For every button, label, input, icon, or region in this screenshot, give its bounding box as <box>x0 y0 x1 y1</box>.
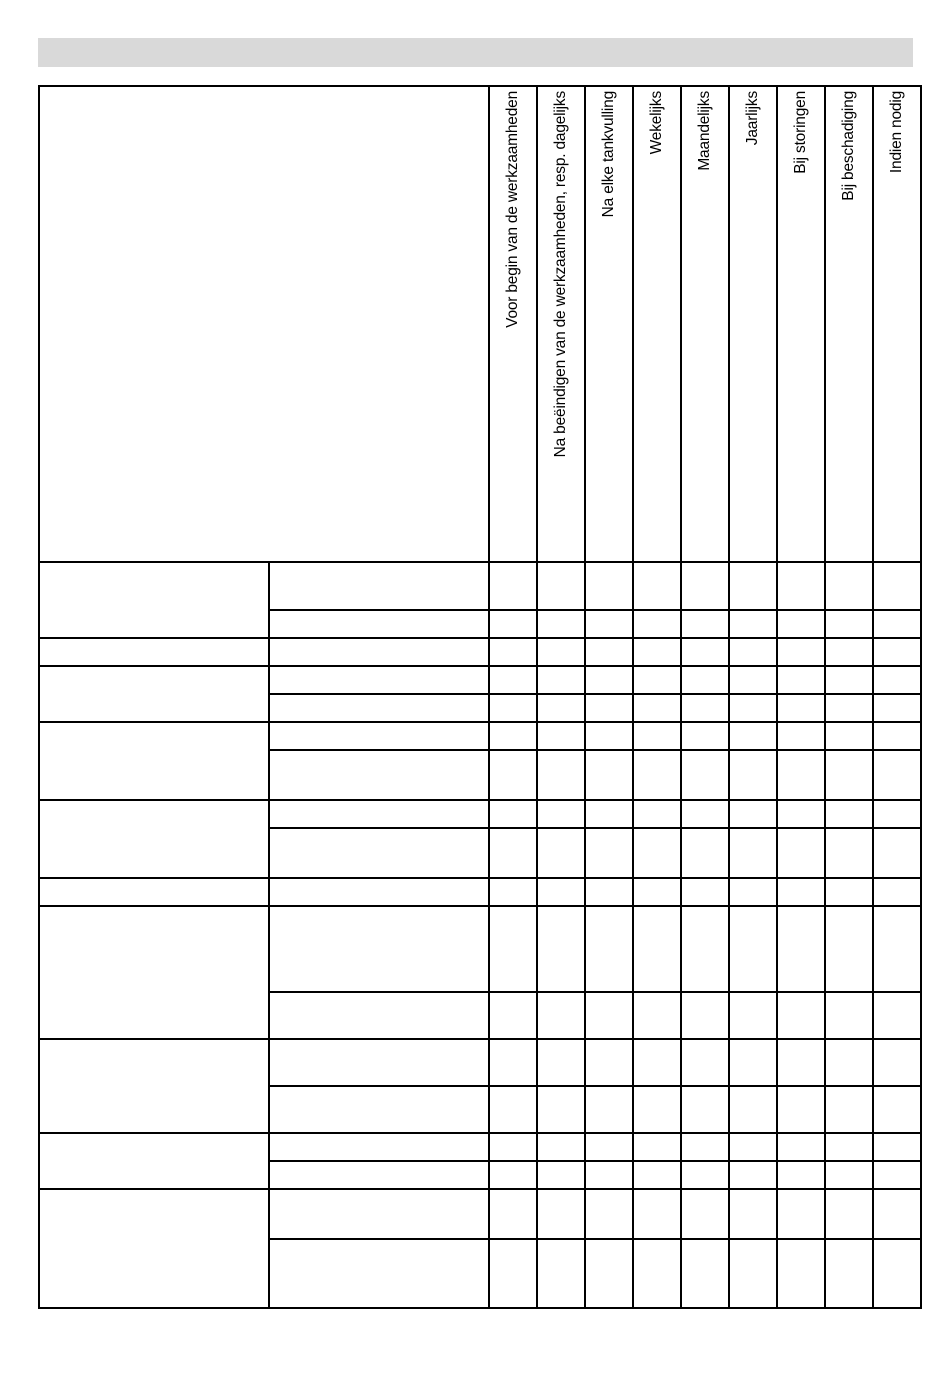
frequency-mark-cell <box>777 1239 825 1308</box>
frequency-mark-cell <box>681 1239 729 1308</box>
frequency-mark-cell <box>777 1086 825 1133</box>
freq-header-3 <box>633 86 681 562</box>
frequency-mark-cell <box>633 878 681 906</box>
freq-label: Indien nodig <box>888 91 905 174</box>
frequency-mark-cell <box>633 610 681 638</box>
operation-cell <box>269 722 489 750</box>
component-cell <box>39 878 269 906</box>
frequency-mark-cell <box>873 828 921 878</box>
frequency-mark-cell <box>537 562 585 610</box>
frequency-mark-cell <box>825 1239 873 1308</box>
frequency-mark-cell <box>825 992 873 1039</box>
frequency-mark-cell <box>489 722 537 750</box>
frequency-mark-cell <box>633 1086 681 1133</box>
freq-header-7 <box>825 86 873 562</box>
frequency-mark-cell <box>873 666 921 694</box>
frequency-mark-cell <box>537 722 585 750</box>
frequency-mark-cell <box>729 828 777 878</box>
operation-cell <box>269 694 489 722</box>
frequency-mark-cell <box>537 1133 585 1161</box>
frequency-mark-cell <box>489 1161 537 1189</box>
frequency-mark-cell <box>585 1239 633 1308</box>
frequency-mark-cell <box>873 800 921 828</box>
schedule-row <box>39 638 921 666</box>
frequency-mark-cell <box>729 638 777 666</box>
frequency-mark-cell <box>585 1039 633 1086</box>
frequency-mark-cell <box>537 992 585 1039</box>
maintenance-schedule-table <box>38 85 922 1309</box>
freq-label: Na elke tankvulling <box>600 91 617 218</box>
frequency-mark-cell <box>777 1161 825 1189</box>
frequency-mark-cell <box>633 828 681 878</box>
frequency-mark-cell <box>777 992 825 1039</box>
frequency-mark-cell <box>681 722 729 750</box>
frequency-mark-cell <box>873 610 921 638</box>
component-cell <box>39 562 269 638</box>
frequency-mark-cell <box>633 1161 681 1189</box>
freq-label: Bij storingen <box>792 91 809 174</box>
component-cell <box>39 1039 269 1133</box>
frequency-mark-cell <box>873 1133 921 1161</box>
freq-header-0 <box>489 86 537 562</box>
operation-cell <box>269 638 489 666</box>
frequency-mark-cell <box>585 1086 633 1133</box>
frequency-mark-cell <box>585 638 633 666</box>
frequency-mark-cell <box>729 694 777 722</box>
frequency-mark-cell <box>777 906 825 992</box>
frequency-mark-cell <box>825 750 873 800</box>
frequency-mark-cell <box>585 1189 633 1239</box>
component-cell <box>39 666 269 722</box>
frequency-mark-cell <box>825 1161 873 1189</box>
schedule-row <box>39 878 921 906</box>
frequency-mark-cell <box>585 694 633 722</box>
schedule-row <box>39 666 921 694</box>
operation-cell <box>269 992 489 1039</box>
frequency-mark-cell <box>489 750 537 800</box>
operation-cell <box>269 1133 489 1161</box>
schedule-row <box>39 800 921 828</box>
section-title-bar <box>38 38 913 67</box>
frequency-mark-cell <box>825 638 873 666</box>
frequency-mark-cell <box>681 1133 729 1161</box>
header-blank-cell <box>39 86 489 562</box>
frequency-mark-cell <box>633 1039 681 1086</box>
frequency-mark-cell <box>681 666 729 694</box>
frequency-mark-cell <box>729 1039 777 1086</box>
operation-cell <box>269 610 489 638</box>
freq-header-5 <box>729 86 777 562</box>
frequency-mark-cell <box>537 610 585 638</box>
frequency-mark-cell <box>633 1189 681 1239</box>
freq-header-8 <box>873 86 921 562</box>
freq-label: Wekelijks <box>648 91 665 155</box>
frequency-mark-cell <box>537 828 585 878</box>
schedule-row <box>39 562 921 610</box>
operation-cell <box>269 1239 489 1308</box>
frequency-mark-cell <box>489 610 537 638</box>
frequency-mark-cell <box>873 1189 921 1239</box>
frequency-mark-cell <box>681 562 729 610</box>
frequency-mark-cell <box>633 666 681 694</box>
frequency-mark-cell <box>585 800 633 828</box>
frequency-mark-cell <box>489 638 537 666</box>
frequency-mark-cell <box>537 800 585 828</box>
frequency-mark-cell <box>825 906 873 992</box>
freq-header-4 <box>681 86 729 562</box>
frequency-mark-cell <box>729 800 777 828</box>
frequency-mark-cell <box>489 878 537 906</box>
component-cell <box>39 1189 269 1308</box>
frequency-mark-cell <box>777 1133 825 1161</box>
frequency-mark-cell <box>873 1039 921 1086</box>
frequency-mark-cell <box>777 1039 825 1086</box>
frequency-mark-cell <box>489 1133 537 1161</box>
frequency-mark-cell <box>729 1161 777 1189</box>
frequency-mark-cell <box>825 1133 873 1161</box>
frequency-mark-cell <box>825 562 873 610</box>
freq-label: Bij beschadiging <box>840 91 857 201</box>
frequency-mark-cell <box>825 1189 873 1239</box>
component-cell <box>39 638 269 666</box>
frequency-mark-cell <box>489 1086 537 1133</box>
frequency-mark-cell <box>681 1039 729 1086</box>
frequency-mark-cell <box>825 800 873 828</box>
frequency-mark-cell <box>777 828 825 878</box>
frequency-mark-cell <box>681 992 729 1039</box>
frequency-mark-cell <box>489 562 537 610</box>
frequency-mark-cell <box>585 992 633 1039</box>
frequency-mark-cell <box>729 1086 777 1133</box>
frequency-mark-cell <box>681 800 729 828</box>
schedule-row <box>39 1133 921 1161</box>
frequency-mark-cell <box>777 666 825 694</box>
freq-header-1 <box>537 86 585 562</box>
frequency-mark-cell <box>633 722 681 750</box>
frequency-mark-cell <box>633 750 681 800</box>
frequency-mark-cell <box>777 1189 825 1239</box>
frequency-mark-cell <box>537 638 585 666</box>
frequency-mark-cell <box>537 1161 585 1189</box>
component-cell <box>39 800 269 878</box>
operation-cell <box>269 562 489 610</box>
frequency-mark-cell <box>825 878 873 906</box>
frequency-mark-cell <box>777 750 825 800</box>
operation-cell <box>269 828 489 878</box>
frequency-mark-cell <box>777 878 825 906</box>
frequency-mark-cell <box>681 906 729 992</box>
frequency-mark-cell <box>633 906 681 992</box>
frequency-mark-cell <box>777 800 825 828</box>
freq-header-6 <box>777 86 825 562</box>
frequency-mark-cell <box>777 610 825 638</box>
frequency-mark-cell <box>489 1189 537 1239</box>
frequency-mark-cell <box>873 1086 921 1133</box>
frequency-mark-cell <box>873 906 921 992</box>
schedule-row <box>39 722 921 750</box>
frequency-mark-cell <box>537 878 585 906</box>
operation-cell <box>269 878 489 906</box>
frequency-mark-cell <box>729 666 777 694</box>
operation-cell <box>269 1161 489 1189</box>
frequency-mark-cell <box>825 1039 873 1086</box>
frequency-mark-cell <box>681 1189 729 1239</box>
frequency-mark-cell <box>585 562 633 610</box>
operation-cell <box>269 906 489 992</box>
header-row <box>39 86 921 562</box>
operation-cell <box>269 800 489 828</box>
frequency-mark-cell <box>633 1133 681 1161</box>
frequency-mark-cell <box>633 694 681 722</box>
operation-cell <box>269 750 489 800</box>
frequency-mark-cell <box>873 992 921 1039</box>
frequency-mark-cell <box>537 906 585 992</box>
frequency-mark-cell <box>825 666 873 694</box>
frequency-mark-cell <box>537 1086 585 1133</box>
frequency-mark-cell <box>537 694 585 722</box>
component-cell <box>39 722 269 800</box>
frequency-mark-cell <box>729 1189 777 1239</box>
schedule-row <box>39 1189 921 1239</box>
freq-header-2 <box>585 86 633 562</box>
frequency-mark-cell <box>681 750 729 800</box>
frequency-mark-cell <box>729 750 777 800</box>
frequency-mark-cell <box>873 694 921 722</box>
frequency-mark-cell <box>729 562 777 610</box>
component-cell <box>39 1133 269 1189</box>
frequency-mark-cell <box>729 1239 777 1308</box>
frequency-mark-cell <box>729 878 777 906</box>
frequency-mark-cell <box>585 1161 633 1189</box>
frequency-mark-cell <box>681 694 729 722</box>
frequency-mark-cell <box>729 722 777 750</box>
frequency-mark-cell <box>537 1189 585 1239</box>
freq-label: Jaarlijks <box>744 91 761 146</box>
frequency-mark-cell <box>633 638 681 666</box>
frequency-mark-cell <box>489 800 537 828</box>
frequency-mark-cell <box>489 1239 537 1308</box>
frequency-mark-cell <box>777 638 825 666</box>
frequency-mark-cell <box>537 1039 585 1086</box>
frequency-mark-cell <box>585 750 633 800</box>
frequency-mark-cell <box>729 610 777 638</box>
frequency-mark-cell <box>873 878 921 906</box>
frequency-mark-cell <box>681 638 729 666</box>
frequency-mark-cell <box>873 638 921 666</box>
frequency-mark-cell <box>729 1133 777 1161</box>
operation-cell <box>269 1086 489 1133</box>
frequency-mark-cell <box>633 562 681 610</box>
frequency-mark-cell <box>729 992 777 1039</box>
schedule-body <box>39 562 921 1308</box>
frequency-mark-cell <box>873 562 921 610</box>
frequency-mark-cell <box>873 722 921 750</box>
frequency-mark-cell <box>537 666 585 694</box>
frequency-mark-cell <box>585 906 633 992</box>
freq-label: Maandelijks <box>696 91 713 171</box>
frequency-mark-cell <box>489 1039 537 1086</box>
schedule-row <box>39 1039 921 1086</box>
frequency-mark-cell <box>777 562 825 610</box>
frequency-mark-cell <box>489 828 537 878</box>
frequency-mark-cell <box>681 878 729 906</box>
frequency-mark-cell <box>489 694 537 722</box>
frequency-mark-cell <box>681 610 729 638</box>
frequency-mark-cell <box>681 1161 729 1189</box>
component-cell <box>39 906 269 1039</box>
frequency-mark-cell <box>585 666 633 694</box>
frequency-mark-cell <box>729 906 777 992</box>
frequency-mark-cell <box>825 610 873 638</box>
frequency-mark-cell <box>873 1161 921 1189</box>
frequency-mark-cell <box>873 1239 921 1308</box>
frequency-mark-cell <box>585 1133 633 1161</box>
frequency-mark-cell <box>825 722 873 750</box>
frequency-mark-cell <box>825 1086 873 1133</box>
frequency-mark-cell <box>873 750 921 800</box>
frequency-mark-cell <box>681 1086 729 1133</box>
frequency-mark-cell <box>633 992 681 1039</box>
frequency-mark-cell <box>585 610 633 638</box>
frequency-mark-cell <box>825 828 873 878</box>
frequency-mark-cell <box>633 800 681 828</box>
schedule-row <box>39 906 921 992</box>
frequency-mark-cell <box>585 878 633 906</box>
frequency-mark-cell <box>489 906 537 992</box>
frequency-mark-cell <box>777 694 825 722</box>
frequency-mark-cell <box>537 750 585 800</box>
operation-cell <box>269 666 489 694</box>
frequency-mark-cell <box>585 828 633 878</box>
operation-cell <box>269 1039 489 1086</box>
frequency-mark-cell <box>489 992 537 1039</box>
frequency-mark-cell <box>777 722 825 750</box>
frequency-mark-cell <box>489 666 537 694</box>
freq-label: Na beëindigen van de werkzaamheden, resp. dagelijks <box>552 91 569 458</box>
freq-label: Voor begin van de werkzaamheden <box>504 91 521 328</box>
frequency-mark-cell <box>825 694 873 722</box>
frequency-mark-cell <box>585 722 633 750</box>
frequency-mark-cell <box>633 1239 681 1308</box>
frequency-mark-cell <box>681 828 729 878</box>
frequency-mark-cell <box>537 1239 585 1308</box>
operation-cell <box>269 1189 489 1239</box>
